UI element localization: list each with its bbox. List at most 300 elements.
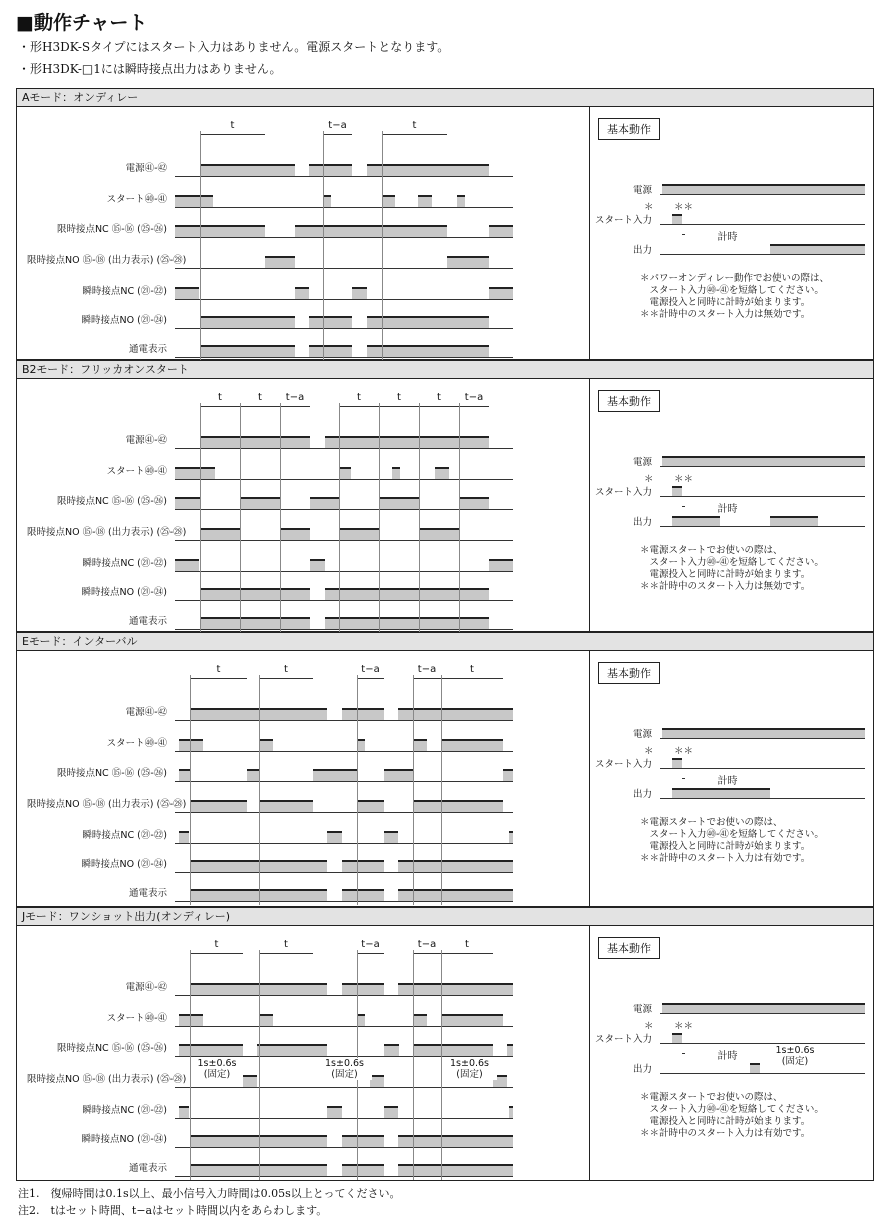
signal-on-segment <box>265 256 295 268</box>
signal-on-segment <box>295 225 447 237</box>
signal-on-segment <box>179 1014 203 1026</box>
signal-on-segment <box>309 164 352 176</box>
time-marker <box>190 668 191 905</box>
signal-baseline <box>175 872 513 873</box>
signal-on-segment <box>489 225 513 237</box>
basic-note: ＊＊計時中のスタート入力は無効です。 <box>640 309 811 320</box>
basic-operation-title: 基本動作 <box>598 662 660 684</box>
time-arrow <box>382 134 447 135</box>
signal-on-segment <box>398 1164 513 1176</box>
signal-label: 限時接点NC ⑮-⑯ (㉕-㉖) <box>56 224 167 235</box>
time-marker <box>382 124 383 361</box>
basic-baseline <box>660 1073 865 1074</box>
signal-on-segment <box>200 588 310 600</box>
signal-on-segment <box>459 497 489 509</box>
basic-note: スタート入力㊵-㊶を短絡してください。 <box>640 285 824 296</box>
signal-baseline <box>175 629 513 630</box>
signal-on-segment <box>175 497 200 509</box>
fixed-time-note: (固定) <box>203 1069 231 1080</box>
time-arrow <box>259 953 313 954</box>
basic-operation-panel <box>590 108 873 359</box>
signal-on-segment <box>310 559 325 571</box>
signal-on-segment <box>413 1014 427 1026</box>
fixed-time-value: 1s±0.6s <box>324 1058 364 1069</box>
basic-note: ＊電源スタートでお使いの際は、 <box>640 545 783 556</box>
timer-label: 計時 <box>685 228 770 243</box>
signal-on-segment <box>509 1106 513 1118</box>
signal-on-segment <box>309 345 352 357</box>
signal-label: 電源㊶-㊷ <box>125 982 167 993</box>
signal-on-segment <box>419 528 459 540</box>
signal-baseline <box>175 237 513 238</box>
signal-on-segment <box>179 739 203 751</box>
time-arrow <box>459 406 489 407</box>
power-on-bar <box>662 728 865 738</box>
signal-baseline <box>175 448 513 449</box>
double-asterisk-mark: ＊＊ <box>674 474 694 485</box>
section-heading: Aモード：オンディレー <box>17 89 873 107</box>
basic-baseline <box>660 224 865 225</box>
time-marker <box>200 124 201 361</box>
signal-on-segment <box>200 345 295 357</box>
basic-row-label: 電源 <box>632 457 652 468</box>
basic-note: ＊パワーオンディレー動作でお使いの際は、 <box>640 273 830 284</box>
signal-on-segment <box>179 769 190 781</box>
signal-on-segment <box>398 983 513 995</box>
signal-baseline <box>175 1087 513 1088</box>
signal-label: 瞬時接点NO (㉑-㉔) <box>81 315 167 326</box>
time-marker <box>339 396 340 633</box>
time-marker <box>459 396 460 633</box>
time-label: t−a <box>459 392 489 403</box>
footnote-1: 注1. 復帰時間は0.1s以上、最小信号入力時間は0.05s以上とってください。 <box>18 1187 401 1200</box>
time-label: t <box>441 664 503 675</box>
signal-label: 瞬時接点NO (㉑-㉔) <box>81 587 167 598</box>
time-label: t−a <box>413 939 441 950</box>
signal-baseline <box>175 720 513 721</box>
signal-on-segment <box>367 345 489 357</box>
signal-on-segment <box>489 559 513 571</box>
fixed-time-note: (固定) <box>456 1069 483 1080</box>
time-marker <box>190 943 191 1180</box>
start-pulse <box>672 486 682 496</box>
time-arrow <box>200 134 265 135</box>
signal-baseline <box>175 571 513 572</box>
signal-on-segment <box>259 739 273 751</box>
time-arrow <box>413 953 441 954</box>
basic-baseline <box>660 1013 865 1014</box>
time-label: t <box>190 939 243 950</box>
signal-on-segment <box>259 1014 273 1026</box>
signal-on-segment <box>240 497 280 509</box>
signal-on-segment <box>175 287 199 299</box>
signal-on-segment <box>175 559 199 571</box>
signal-baseline <box>175 357 513 358</box>
basic-baseline <box>660 466 865 467</box>
time-label: t <box>441 939 493 950</box>
signal-on-segment <box>342 983 384 995</box>
basic-note: スタート入力㊵-㊶を短絡してください。 <box>640 829 824 840</box>
basic-note: 電源投入と同時に計時が始まります。 <box>640 569 811 580</box>
signal-baseline <box>175 781 513 782</box>
time-arrow <box>190 678 247 679</box>
signal-on-segment <box>413 800 503 812</box>
note-2: ・形H3DK-□1には瞬時接点出力はありません。 <box>18 62 282 76</box>
basic-note: 電源投入と同時に計時が始まります。 <box>640 297 811 308</box>
signal-on-segment <box>200 316 295 328</box>
basic-note: 電源投入と同時に計時が始まります。 <box>640 841 811 852</box>
signal-baseline <box>175 176 513 177</box>
signal-label: 瞬時接点NC (㉑-㉒) <box>82 1105 167 1116</box>
signal-label: 通電表示 <box>128 888 167 899</box>
signal-on-segment <box>357 800 384 812</box>
basic-row-label: 出力 <box>632 789 652 800</box>
signal-on-segment <box>295 287 309 299</box>
fixed-time-value: 1s±0.6s <box>775 1045 815 1056</box>
signal-on-segment <box>509 831 513 843</box>
mode-section-1 <box>16 360 874 632</box>
signal-baseline <box>175 540 513 541</box>
signal-on-segment <box>200 617 310 629</box>
signal-baseline <box>175 268 513 269</box>
basic-operation-panel <box>590 652 873 906</box>
signal-baseline <box>175 1176 513 1177</box>
signal-label: スタート㊵-㊶ <box>106 1013 167 1024</box>
signal-on-segment <box>325 436 489 448</box>
time-marker <box>280 396 281 633</box>
signal-on-segment <box>398 708 513 720</box>
fixed-time-label <box>442 1058 497 1080</box>
signal-label: 限時接点NO ⑮-⑱ (出力表示) (㉕-㉘) <box>27 1074 187 1085</box>
time-arrow <box>339 406 379 407</box>
time-arrow <box>441 953 493 954</box>
time-arrow <box>357 953 384 954</box>
signal-on-segment <box>313 769 357 781</box>
signal-on-segment <box>342 708 384 720</box>
time-arrow <box>419 406 459 407</box>
time-marker <box>419 396 420 633</box>
time-arrow <box>413 678 441 679</box>
signal-on-segment <box>441 1014 503 1026</box>
signal-on-segment <box>413 1044 493 1056</box>
asterisk-mark: ＊ <box>644 474 654 485</box>
time-arrow <box>190 953 243 954</box>
basic-operation-title: 基本動作 <box>598 118 660 140</box>
signal-label: 通電表示 <box>128 616 167 627</box>
time-label: t <box>259 664 313 675</box>
signal-on-segment <box>243 1075 257 1087</box>
signal-on-segment <box>175 225 265 237</box>
fixed-time-value: 1s±0.6s <box>197 1058 237 1069</box>
signal-on-segment <box>325 588 489 600</box>
signal-on-segment <box>200 164 295 176</box>
signal-label: 電源㊶-㊷ <box>125 707 167 718</box>
signal-on-segment <box>179 1044 243 1056</box>
signal-baseline <box>175 509 513 510</box>
signal-baseline <box>175 207 513 208</box>
time-marker <box>357 668 358 905</box>
time-label: t <box>190 664 247 675</box>
basic-note: スタート入力㊵-㊶を短絡してください。 <box>640 557 824 568</box>
signal-label: 限時接点NO ⑮-⑱ (出力表示) (㉕-㉘) <box>27 255 187 266</box>
time-label: t <box>379 392 419 403</box>
output-bar <box>672 516 720 526</box>
signal-baseline <box>175 812 513 813</box>
basic-baseline <box>660 1043 865 1044</box>
time-arrow <box>259 678 313 679</box>
signal-on-segment <box>342 889 384 901</box>
signal-on-segment <box>384 1106 398 1118</box>
basic-operation-panel <box>590 927 873 1180</box>
power-on-bar <box>662 456 865 466</box>
mode-section-2 <box>16 632 874 907</box>
signal-label: 瞬時接点NC (㉑-㉒) <box>82 558 167 569</box>
signal-on-segment <box>507 1044 513 1056</box>
fixed-time-label <box>192 1058 242 1080</box>
basic-note: ＊＊計時中のスタート入力は無効です。 <box>640 581 811 592</box>
time-marker <box>200 396 201 633</box>
basic-row-label: 電源 <box>632 1004 652 1015</box>
signal-on-segment <box>367 316 489 328</box>
signal-on-segment <box>435 467 449 479</box>
fixed-time-note: (固定) <box>781 1056 809 1067</box>
time-label: t <box>382 120 447 131</box>
basic-baseline <box>660 738 865 739</box>
basic-row-label: スタート入力 <box>594 1034 652 1045</box>
signal-label: 限時接点NC ⑮-⑯ (㉕-㉖) <box>56 768 167 779</box>
basic-note: ＊電源スタートでお使いの際は、 <box>640 817 783 828</box>
signal-on-segment <box>309 316 352 328</box>
output-bar <box>750 1063 760 1073</box>
signal-on-segment <box>418 195 432 207</box>
double-asterisk-mark: ＊＊ <box>674 202 694 213</box>
time-arrow <box>280 406 310 407</box>
signal-on-segment <box>357 739 365 751</box>
signal-on-segment <box>384 769 413 781</box>
start-pulse <box>672 214 682 224</box>
basic-note: ＊＊計時中のスタート入力は有効です。 <box>640 853 811 864</box>
signal-on-segment <box>200 528 240 540</box>
signal-baseline <box>175 1056 513 1057</box>
basic-operation-panel <box>590 380 873 631</box>
time-arrow <box>240 406 280 407</box>
timing-chart <box>17 652 589 906</box>
signal-on-segment <box>342 860 384 872</box>
mode-section-0 <box>16 88 874 360</box>
signal-label: スタート㊵-㊶ <box>106 466 167 477</box>
start-pulse <box>672 1033 682 1043</box>
signal-label: 限時接点NC ⑮-⑯ (㉕-㉖) <box>56 496 167 507</box>
basic-note: スタート入力㊵-㊶を短絡してください。 <box>640 1104 824 1115</box>
basic-baseline <box>660 526 865 527</box>
basic-baseline <box>660 496 865 497</box>
timing-chart <box>17 108 589 359</box>
signal-baseline <box>175 328 513 329</box>
signal-on-segment <box>379 497 419 509</box>
time-marker <box>441 668 442 905</box>
basic-baseline <box>660 254 865 255</box>
signal-baseline <box>175 1147 513 1148</box>
signal-label: 電源㊶-㊷ <box>125 435 167 446</box>
signal-label: スタート㊵-㊶ <box>106 194 167 205</box>
time-arrow <box>379 406 419 407</box>
signal-on-segment <box>310 497 339 509</box>
time-arrow <box>323 134 352 135</box>
signal-on-segment <box>370 1075 384 1087</box>
signal-on-segment <box>323 195 331 207</box>
signal-on-segment <box>259 800 313 812</box>
signal-on-segment <box>325 617 489 629</box>
signal-on-segment <box>398 860 513 872</box>
time-label: t <box>200 392 240 403</box>
signal-on-segment <box>489 287 513 299</box>
output-bar <box>672 788 770 798</box>
asterisk-mark: ＊ <box>644 746 654 757</box>
signal-on-segment <box>447 256 489 268</box>
fixed-time-note: (固定) <box>331 1069 358 1080</box>
signal-on-segment <box>339 528 379 540</box>
signal-baseline <box>175 1026 513 1027</box>
signal-label: 通電表示 <box>128 1163 167 1174</box>
signal-on-segment <box>175 467 215 479</box>
signal-on-segment <box>175 195 213 207</box>
output-bar <box>770 244 865 254</box>
output-bar <box>770 516 818 526</box>
signal-on-segment <box>398 1135 513 1147</box>
signal-on-segment <box>398 889 513 901</box>
basic-row-label: スタート入力 <box>594 487 652 498</box>
fixed-time-value: 1s±0.6s <box>449 1058 489 1069</box>
basic-baseline <box>660 798 865 799</box>
time-label: t−a <box>323 120 352 131</box>
time-marker <box>413 668 414 905</box>
basic-row-label: 出力 <box>632 1064 652 1075</box>
signal-label: 瞬時接点NC (㉑-㉒) <box>82 286 167 297</box>
signal-label: 瞬時接点NO (㉑-㉔) <box>81 859 167 870</box>
signal-on-segment <box>247 769 259 781</box>
basic-operation-title: 基本動作 <box>598 390 660 412</box>
time-label: t <box>240 392 280 403</box>
basic-row-label: スタート入力 <box>594 759 652 770</box>
signal-on-segment <box>342 1135 384 1147</box>
signal-label: 瞬時接点NO (㉑-㉔) <box>81 1134 167 1145</box>
signal-baseline <box>175 299 513 300</box>
signal-label: 限時接点NC ⑮-⑯ (㉕-㉖) <box>56 1043 167 1054</box>
basic-operation-title: 基本動作 <box>598 937 660 959</box>
basic-note: 電源投入と同時に計時が始まります。 <box>640 1116 811 1127</box>
time-arrow <box>441 678 503 679</box>
timing-chart <box>17 380 589 631</box>
timer-label: 計時 <box>685 1047 770 1062</box>
time-marker <box>413 943 414 1180</box>
signal-label: 瞬時接点NC (㉑-㉒) <box>82 830 167 841</box>
note-1: ・形H3DK-Sタイプにはスタート入力はありません。電源スタートとなります。 <box>18 40 450 54</box>
signal-on-segment <box>367 164 489 176</box>
basic-row-label: スタート入力 <box>594 215 652 226</box>
timing-chart <box>17 927 589 1180</box>
time-label: t−a <box>413 664 441 675</box>
time-label: t <box>419 392 459 403</box>
basic-note: ＊電源スタートでお使いの際は、 <box>640 1092 783 1103</box>
signal-on-segment <box>257 1044 327 1056</box>
signal-label: スタート㊵-㊶ <box>106 738 167 749</box>
signal-on-segment <box>342 1164 384 1176</box>
signal-baseline <box>175 843 513 844</box>
fixed-time-label <box>317 1058 372 1080</box>
mode-section-3 <box>16 907 874 1181</box>
footnote-2: 注2. tはセット時間、t−aはセット時間以内をあらわします。 <box>18 1204 328 1217</box>
signal-label: 通電表示 <box>128 344 167 355</box>
signal-on-segment <box>339 467 351 479</box>
start-pulse <box>672 758 682 768</box>
basic-baseline <box>660 768 865 769</box>
time-label: t−a <box>357 939 384 950</box>
signal-on-segment <box>413 739 427 751</box>
signal-on-segment <box>441 739 503 751</box>
signal-baseline <box>175 600 513 601</box>
time-marker <box>240 396 241 633</box>
basic-row-label: 出力 <box>632 245 652 256</box>
basic-row-label: 電源 <box>632 729 652 740</box>
signal-baseline <box>175 751 513 752</box>
signal-on-segment <box>280 528 310 540</box>
section-heading: Eモード：インターバル <box>17 633 873 651</box>
timer-label: 計時 <box>685 500 770 515</box>
signal-on-segment <box>327 1106 342 1118</box>
basic-row-label: 電源 <box>632 185 652 196</box>
signal-on-segment <box>179 831 189 843</box>
time-label: t <box>200 120 265 131</box>
basic-row-label: 出力 <box>632 517 652 528</box>
signal-on-segment <box>357 1014 365 1026</box>
power-on-bar <box>662 1003 865 1013</box>
double-asterisk-mark: ＊＊ <box>674 1021 694 1032</box>
time-label: t <box>339 392 379 403</box>
signal-on-segment <box>384 1044 399 1056</box>
asterisk-mark: ＊ <box>644 202 654 213</box>
signal-label: 電源㊶-㊷ <box>125 163 167 174</box>
signal-baseline <box>175 479 513 480</box>
basic-note: ＊＊計時中のスタート入力は有効です。 <box>640 1128 811 1139</box>
signal-on-segment <box>327 831 342 843</box>
basic-baseline <box>660 194 865 195</box>
time-marker <box>259 668 260 905</box>
signal-on-segment <box>384 831 398 843</box>
time-marker <box>379 396 380 633</box>
double-asterisk-mark: ＊＊ <box>674 746 694 757</box>
time-arrow <box>200 406 240 407</box>
signal-baseline <box>175 995 513 996</box>
time-arrow <box>357 678 384 679</box>
signal-on-segment <box>382 195 395 207</box>
signal-baseline <box>175 901 513 902</box>
asterisk-mark: ＊ <box>644 1021 654 1032</box>
signal-on-segment <box>352 287 367 299</box>
signal-on-segment <box>392 467 400 479</box>
time-label: t−a <box>280 392 310 403</box>
signal-on-segment <box>190 800 247 812</box>
signal-on-segment <box>503 769 513 781</box>
time-marker <box>259 943 260 1180</box>
signal-baseline <box>175 1118 513 1119</box>
timer-label: 計時 <box>685 772 770 787</box>
power-on-bar <box>662 184 865 194</box>
time-label: t <box>259 939 313 950</box>
signal-on-segment <box>179 1106 189 1118</box>
signal-label: 限時接点NO ⑮-⑱ (出力表示) (㉕-㉘) <box>27 799 187 810</box>
signal-on-segment <box>200 436 310 448</box>
time-marker <box>323 124 324 361</box>
